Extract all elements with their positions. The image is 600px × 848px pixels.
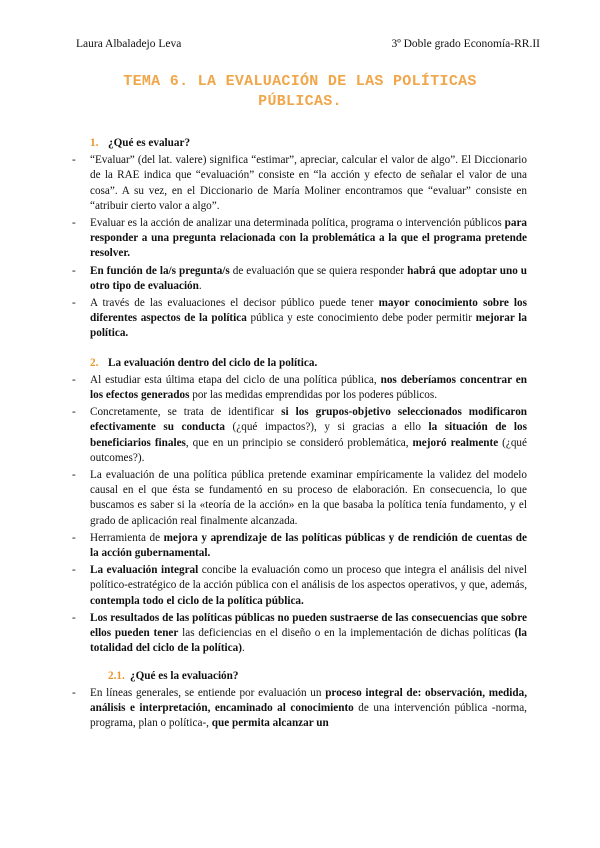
section-2-1-heading [108, 669, 527, 684]
list-item: - La evaluación de una política pública pretende examinar empíricamente la validez del modelo causal en el que ésta se fundamentó en su proceso de elaboración. En consecuencia, lo que buscamos es saber si la «teoría de la acción» en la que basaba la política tenía fundamento, y el grado de aplicación real finalmente alcanzada. [72, 469, 527, 527]
list-item: - Los resultados de las políticas públicas no pueden sustraerse de las consecuencias que sobre ellos pueden tener las deficiencias en el diseño o en la implementación de dichas políticas (la totalidad del ciclo de la política). [72, 611, 527, 655]
section-number: 1. [90, 137, 99, 149]
section-title: ¿Qué es evaluar? [108, 137, 191, 149]
title-line-1: TEMA 6. LA EVALUACIÓN DE LAS POLÍTICAS [123, 73, 477, 90]
section-title: La evaluación dentro del ciclo de la política. [108, 356, 318, 369]
document-body [72, 136, 528, 733]
list-item: - Herramienta de mejora y aprendizaje de las políticas públicas y de rendición de cuentas de la acción gubernamental. [72, 531, 527, 560]
section-2-heading [90, 356, 527, 371]
list-item: - Evaluar es la acción de analizar una determinada política, programa o intervención públicos para responder a una pregunta relacionada con la problemática a la que el programa pretende resolver. [72, 217, 527, 260]
section-1-list [72, 153, 527, 341]
header-author: Laura Albaladejo Leva [76, 38, 182, 50]
list-item: - “Evaluar” (del lat. valere) significa “estimar”, apreciar, calcular el valor de algo”. El Diccionario de la RAE indica que “evaluación” consiste en “la acción y efecto de señalar el valor de una cosa”. A su vez, en el Diccionario de María Moliner encontramos que “evaluar” consiste en “atribuir cierto valor a algo”. [72, 154, 527, 212]
list-item: - A través de las evaluaciones el decisor público puede tener mayor conocimiento sobre los diferentes aspectos de la política pública y este conocimiento debe poder permitir mejorar la política. [72, 297, 527, 340]
list-item: - En función de la/s pregunta/s de evaluación que se quiera responder habrá que adoptar uno u otro tipo de evaluación. [72, 264, 527, 292]
section-1-heading [90, 136, 527, 151]
section-number: 2.1. [108, 669, 125, 682]
list-item: - En líneas generales, se entiende por evaluación un proceso integral de: observación, medida, análisis e interpretación, encaminado al conocimiento de una intervención pública -norma, programa, plan o política-, que permita alcanzar un [72, 686, 527, 730]
section-title: ¿Qué es la evaluación? [130, 669, 239, 682]
list-item: - La evaluación integral concibe la evaluación como un proceso que integra el análisis del nivel político-estratégico de la acción pública con el análisis de los aspectos operativos, y que, además, contempla todo el ciclo de la política pública. [72, 564, 528, 607]
section-2-list [72, 373, 528, 657]
document-title [60, 72, 540, 112]
section-2-1-list [72, 686, 527, 732]
header-course: 3º Doble grado Economía-RR.II [391, 38, 540, 50]
list-item: - Al estudiar esta última etapa del ciclo de una política pública, nos deberíamos concentrar en los efectos generados por las medidas emprendidas por los poderes públicos. [72, 373, 527, 402]
list-item: - Concretamente, se trata de identificar si los grupos-objetivo seleccionados modificaron efectivamente su conducta (¿qué impactos?), y si gracias a ello la situación de los beneficiarios finales, que en un principio se consideró problemática, mejoró realmente (¿qué outcomes?). [72, 406, 528, 464]
section-number: 2. [90, 356, 99, 369]
title-line-2: PÚBLICAS. [258, 93, 342, 110]
